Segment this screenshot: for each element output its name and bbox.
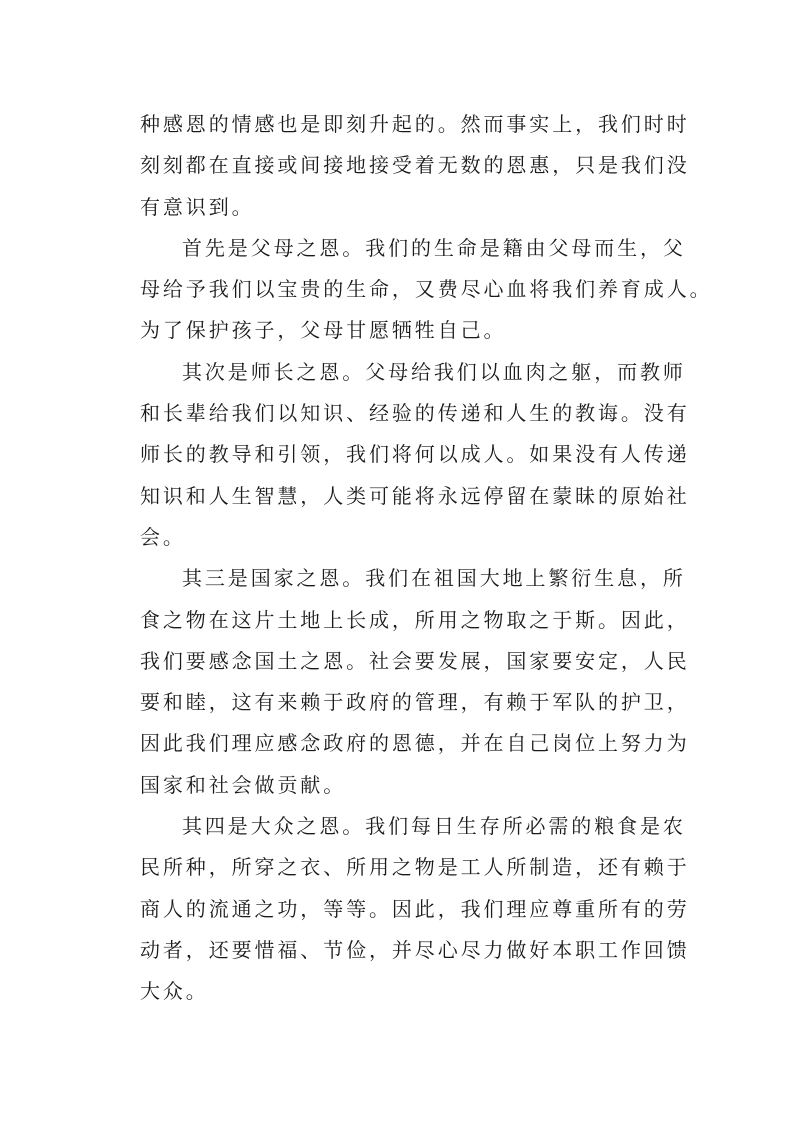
paragraph-country-line-4: 要和睦，这有来赖于政府的管理，有赖于军队的护卫， bbox=[140, 690, 690, 715]
paragraph-country-line-2: 食之物在这片土地上长成，所用之物取之于斯。因此， bbox=[140, 607, 690, 632]
paragraph-teachers-line-4: 知识和人生智慧，人类可能将永远停留在蒙昧的原始社 bbox=[140, 483, 690, 508]
paragraph-teachers-line-3: 师长的教导和引领，我们将何以成人。如果没有人传递 bbox=[140, 442, 690, 467]
paragraph-teachers-line-5: 会。 bbox=[140, 524, 186, 549]
paragraph-parents-line-1: 首先是父母之恩。我们的生命是籍由父母而生，父 bbox=[182, 235, 686, 260]
text-line-2: 刻刻都在直接或间接地接受着无数的恩惠，只是我们没 bbox=[140, 153, 690, 178]
paragraph-public-line-4: 动者，还要惜福、节俭，并尽心尽力做好本职工作回馈 bbox=[140, 937, 690, 962]
paragraph-country-line-3: 我们要感念国土之恩。社会要发展，国家要安定，人民 bbox=[140, 648, 690, 673]
paragraph-teachers-line-2: 和长辈给我们以知识、经验的传递和人生的教诲。没有 bbox=[140, 401, 690, 426]
paragraph-public-line-3: 商人的流通之功，等等。因此，我们理应尊重所有的劳 bbox=[140, 896, 690, 921]
paragraph-country-line-5: 因此我们理应感念政府的恩德，并在自己岗位上努力为 bbox=[140, 731, 690, 756]
paragraph-parents-line-2: 母给予我们以宝贵的生命，又费尽心血将我们养育成人。 bbox=[140, 277, 713, 302]
body-text bbox=[140, 104, 713, 1013]
text-line-1: 种感恩的情感也是即刻升起的。然而事实上，我们时时 bbox=[140, 112, 690, 136]
paragraph-country-line-6: 国家和社会做贡献。 bbox=[140, 772, 347, 797]
paragraph-parents-line-3: 为了保护孩子，父母甘愿牺牲自己。 bbox=[140, 318, 507, 343]
paragraph-teachers-line-1: 其次是师长之恩。父母给我们以血肉之躯，而教师 bbox=[182, 359, 686, 384]
paragraph-public-line-1: 其四是大众之恩。我们每日生存所必需的粮食是农 bbox=[182, 814, 686, 839]
paragraph-public-line-5: 大众。 bbox=[140, 979, 209, 1004]
paragraph-country-line-1: 其三是国家之恩。我们在祖国大地上繁衍生息，所 bbox=[182, 566, 686, 591]
text-line-3: 有意识到。 bbox=[140, 194, 255, 219]
paragraph-public-line-2: 民所种，所穿之衣、所用之物是工人所制造，还有赖于 bbox=[140, 855, 690, 880]
